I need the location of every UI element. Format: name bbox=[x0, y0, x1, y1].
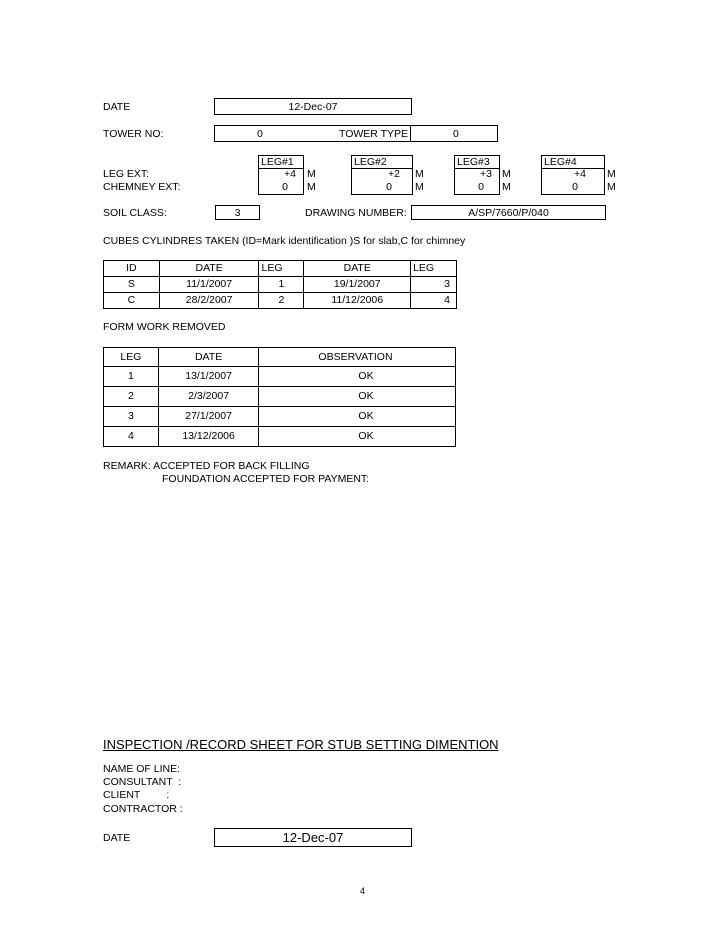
cell: 1 bbox=[104, 367, 159, 387]
formwork-heading: FORM WORK REMOVED bbox=[103, 321, 226, 333]
inspection-date-field[interactable] bbox=[214, 828, 412, 847]
date-label: DATE bbox=[103, 101, 131, 113]
leg4-name: LEG#4 bbox=[544, 156, 577, 168]
table-row bbox=[104, 277, 457, 293]
cubes-header-row bbox=[104, 261, 457, 277]
cell: 1 bbox=[259, 277, 304, 293]
table-row bbox=[104, 427, 456, 447]
col-header: OBSERVATION bbox=[259, 348, 456, 367]
leg2-ext-unit: M bbox=[415, 168, 424, 180]
cubes-heading: CUBES CYLINDRES TAKEN (ID=Mark identification )S for slab,C for chimney bbox=[103, 235, 466, 247]
formwork-header-row bbox=[104, 348, 456, 367]
chimney-ext-label: CHEMNEY EXT: bbox=[103, 181, 181, 193]
leg1-ext-unit: M bbox=[307, 168, 316, 180]
cell: 28/2/2007 bbox=[159, 293, 259, 309]
leg2-name: LEG#2 bbox=[354, 156, 387, 168]
leg4-ext-unit: M bbox=[607, 168, 616, 180]
leg1-chimney-unit: M bbox=[307, 181, 316, 193]
leg3-chimney-unit: M bbox=[502, 181, 511, 193]
remark-line-2: FOUNDATION ACCEPTED FOR PAYMENT: bbox=[162, 473, 370, 485]
leg3-name: LEG#3 bbox=[457, 156, 490, 168]
leg1-header bbox=[258, 155, 304, 169]
leg2-chimney-value[interactable]: 0 bbox=[386, 181, 392, 193]
inspection-date-value: 12-Dec-07 bbox=[282, 830, 344, 845]
contractor-label: CONTRACTOR : bbox=[103, 803, 183, 815]
cell: 13/12/2006 bbox=[158, 427, 259, 447]
tower-type-value[interactable]: 0 bbox=[453, 128, 459, 140]
leg1-chimney-value[interactable]: 0 bbox=[282, 181, 288, 193]
leg3-chimney-value[interactable]: 0 bbox=[478, 181, 484, 193]
cell: 11/1/2007 bbox=[159, 277, 259, 293]
leg3-ext-unit: M bbox=[502, 168, 511, 180]
cell: 2/3/2007 bbox=[158, 387, 259, 407]
drawing-number-label: DRAWING NUMBER: bbox=[305, 207, 407, 219]
page-number: 4 bbox=[360, 886, 366, 896]
col-header: DATE bbox=[304, 261, 411, 277]
formwork-table bbox=[103, 347, 456, 447]
soil-class-label: SOIL CLASS: bbox=[103, 207, 167, 219]
cell: OK bbox=[259, 387, 456, 407]
col-header: DATE bbox=[159, 261, 259, 277]
consultant-label: CONSULTANT : bbox=[103, 776, 182, 788]
tower-divider bbox=[410, 126, 411, 141]
leg2-chimney-unit: M bbox=[415, 181, 424, 193]
col-header: LEG bbox=[259, 261, 304, 277]
col-header: ID bbox=[104, 261, 160, 277]
date-value: 12-Dec-07 bbox=[288, 100, 338, 113]
tower-row-box bbox=[214, 125, 498, 142]
leg1-ext-value[interactable]: +4 bbox=[284, 168, 296, 180]
cell: 2 bbox=[259, 293, 304, 309]
drawing-number-field[interactable] bbox=[411, 205, 606, 220]
leg4-ext-value[interactable]: +4 bbox=[574, 168, 586, 180]
cell: S bbox=[104, 277, 160, 293]
leg1-name: LEG#1 bbox=[261, 156, 294, 168]
leg2-ext-value[interactable]: +2 bbox=[388, 168, 400, 180]
col-header: LEG bbox=[104, 348, 159, 367]
soil-class-field[interactable] bbox=[215, 205, 260, 220]
leg4-chimney-unit: M bbox=[607, 181, 616, 193]
table-row bbox=[104, 293, 457, 309]
leg3-header bbox=[454, 155, 500, 169]
leg4-chimney-value[interactable]: 0 bbox=[572, 181, 578, 193]
cell: 13/1/2007 bbox=[158, 367, 259, 387]
soil-class-value: 3 bbox=[234, 206, 241, 219]
date-field[interactable] bbox=[214, 98, 412, 115]
cell: 11/12/2006 bbox=[304, 293, 411, 309]
tower-no-label: TOWER NO: bbox=[103, 128, 164, 140]
cell: 4 bbox=[104, 427, 159, 447]
col-header: LEG bbox=[411, 261, 457, 277]
table-row bbox=[104, 407, 456, 427]
client-label: CLIENT : bbox=[103, 789, 170, 801]
drawing-number-value: A/SP/7660/P/040 bbox=[468, 206, 549, 219]
tower-no-value[interactable]: 0 bbox=[257, 128, 263, 140]
cubes-table bbox=[103, 260, 457, 309]
cell: 27/1/2007 bbox=[158, 407, 259, 427]
table-row bbox=[104, 387, 456, 407]
cell: 2 bbox=[104, 387, 159, 407]
cell: OK bbox=[259, 367, 456, 387]
table-row bbox=[104, 367, 456, 387]
cell: OK bbox=[259, 427, 456, 447]
tower-type-label: TOWER TYPE bbox=[339, 128, 409, 140]
cell: 4 bbox=[411, 293, 457, 309]
name-of-line-label: NAME OF LINE: bbox=[103, 763, 181, 775]
leg4-header bbox=[541, 155, 605, 169]
cell: OK bbox=[259, 407, 456, 427]
col-header: DATE bbox=[158, 348, 259, 367]
cell: 3 bbox=[411, 277, 457, 293]
cell: C bbox=[104, 293, 160, 309]
leg-ext-label: LEG EXT: bbox=[103, 168, 150, 180]
remark-line-1: REMARK: ACCEPTED FOR BACK FILLING bbox=[103, 460, 310, 472]
cell: 19/1/2007 bbox=[304, 277, 411, 293]
inspection-title: INSPECTION /RECORD SHEET FOR STUB SETTING DIMENTION bbox=[103, 737, 499, 752]
inspection-date-label: DATE bbox=[103, 832, 131, 844]
leg3-ext-value[interactable]: +3 bbox=[480, 168, 492, 180]
cell: 3 bbox=[104, 407, 159, 427]
leg2-header bbox=[351, 155, 413, 169]
